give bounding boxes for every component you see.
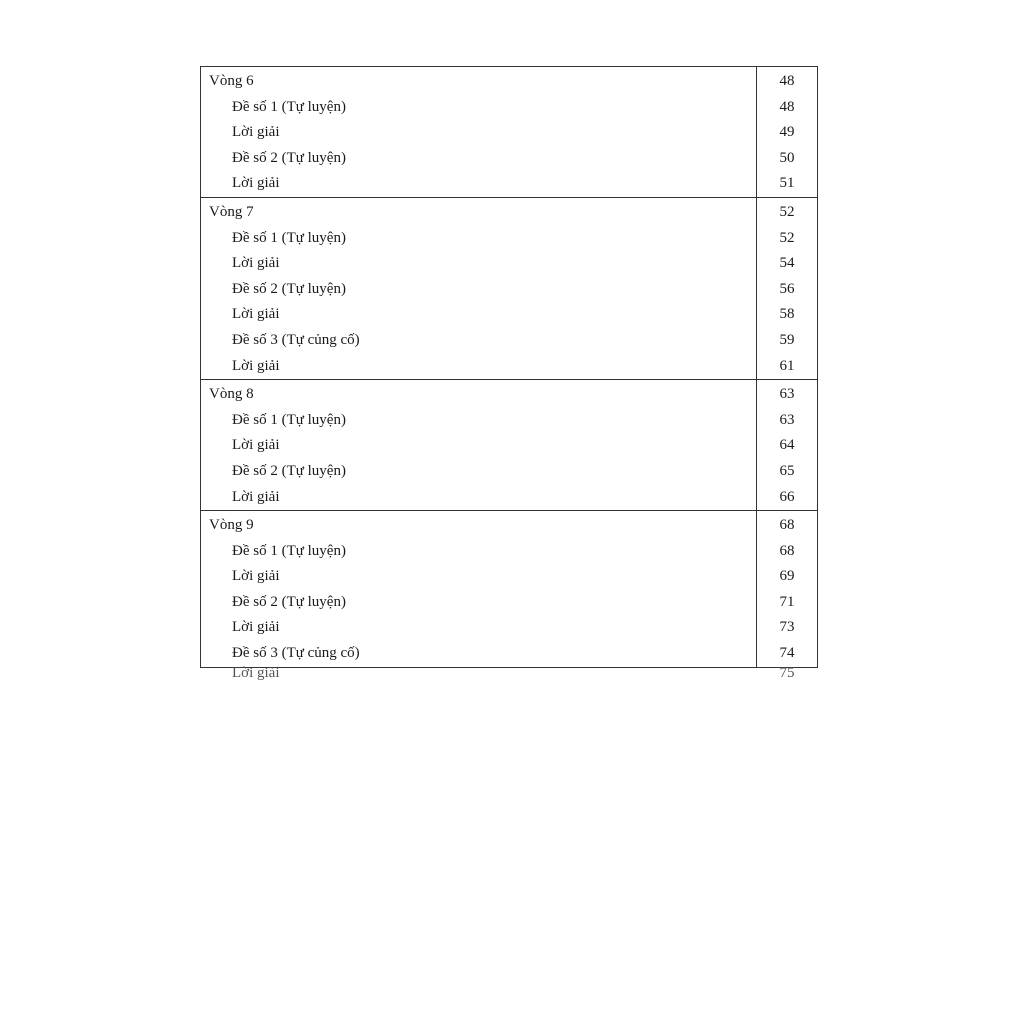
toc-entry: Đề số 3 (Tự củng cố): [232, 645, 360, 662]
toc-entry: Đề số 2 (Tự luyện): [232, 149, 346, 166]
toc-entry: Đề số 3 (Tự củng cố): [232, 331, 360, 348]
toc-entry: Lời giải: [232, 568, 280, 585]
toc-entry: Lời giải: [232, 306, 280, 323]
clipped-toc-entry: Lời giải: [232, 664, 280, 681]
entry-page-number: 51: [779, 175, 795, 192]
entry-page-number: 61: [779, 357, 795, 374]
entry-page-number: 68: [779, 542, 795, 559]
toc-entry: Đề số 1 (Tự luyện): [232, 542, 346, 559]
entry-page-number: 48: [779, 98, 795, 115]
section-page-number: 52: [779, 203, 795, 220]
entry-page-number: 66: [779, 488, 795, 505]
section-page-number: 48: [779, 73, 795, 89]
entry-page-number: 64: [779, 437, 795, 454]
entry-page-number: 54: [779, 255, 795, 272]
section-page-number: 63: [779, 386, 795, 403]
entry-page-number: 63: [779, 411, 795, 428]
entry-page-number: 74: [779, 645, 795, 662]
toc-entry: Lời giải: [232, 357, 280, 374]
toc-entry: Đề số 1 (Tự luyện): [232, 411, 346, 428]
entry-page-number: 52: [779, 229, 795, 246]
toc-entry: Lời giải: [232, 437, 280, 454]
entry-page-number: 49: [779, 124, 795, 141]
toc-entry: Đề số 1 (Tự luyện): [232, 229, 346, 246]
clipped-entry-page-number: 75: [779, 664, 795, 681]
toc-entry: Đề số 2 (Tự luyện): [232, 280, 346, 297]
toc-section-vong-7: [201, 197, 817, 379]
entry-page-number: 71: [779, 593, 795, 610]
section-title: Vòng 9: [209, 517, 254, 534]
toc-section-vong-8: [201, 379, 817, 510]
toc-entry: Lời giải: [232, 124, 280, 141]
entry-page-number: 65: [779, 462, 795, 479]
toc-entry: Đề số 2 (Tự luyện): [232, 462, 346, 479]
toc-entry: Lời giải: [232, 488, 280, 505]
entry-page-number: 69: [779, 568, 795, 585]
toc-entry: Lời giải: [232, 175, 280, 192]
entry-page-number: 50: [779, 149, 795, 166]
entry-page-number: 59: [779, 331, 795, 348]
section-title: Vòng 7: [209, 203, 254, 220]
table-of-contents: [200, 66, 818, 681]
section-title: Vòng 6: [209, 73, 254, 89]
toc-entry: Đề số 2 (Tự luyện): [232, 593, 346, 610]
toc-entry: Đề số 1 (Tự luyện): [232, 98, 346, 115]
section-page-number: 68: [779, 517, 795, 534]
entry-page-number: 58: [779, 306, 795, 323]
toc-section-vong-9: [201, 510, 817, 681]
entry-page-number: 73: [779, 619, 795, 636]
toc-entry: Lời giải: [232, 619, 280, 636]
section-title: Vòng 8: [209, 386, 254, 403]
toc-entry: Lời giải: [232, 255, 280, 272]
toc-section-vong-6: [201, 67, 817, 197]
entry-page-number: 56: [779, 280, 795, 297]
